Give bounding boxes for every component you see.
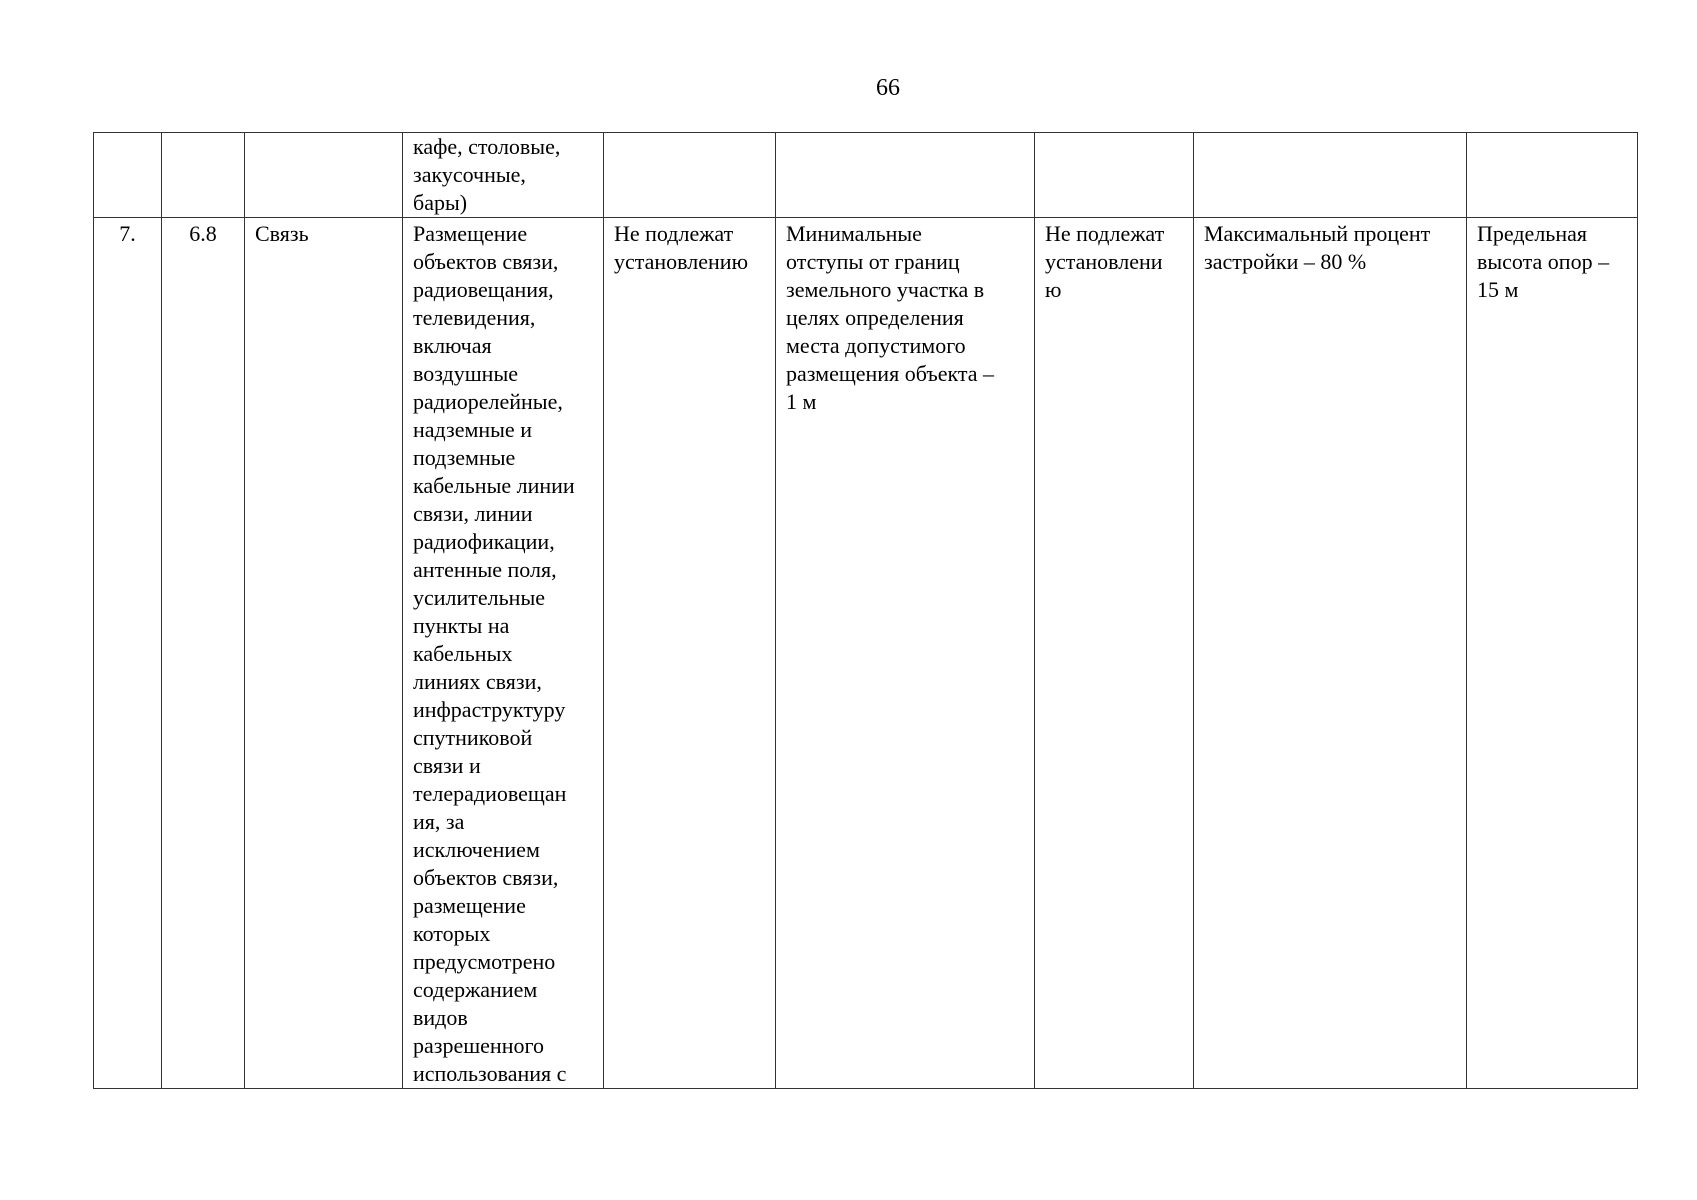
table-cell <box>94 133 162 218</box>
table-cell <box>1194 133 1467 218</box>
zoning-regulations-table <box>93 132 1638 1089</box>
table-cell <box>162 133 245 218</box>
table-cell <box>245 133 403 218</box>
table-row-continued <box>94 133 1638 218</box>
table-cell <box>1035 133 1194 218</box>
table-cell <box>776 133 1035 218</box>
table-cell <box>604 133 776 218</box>
plot-size-cell: Не подлежат установлению <box>604 218 776 1089</box>
use-code-cell: 6.8 <box>162 218 245 1089</box>
height-limit-cell: Предельная высота опор – 15 м <box>1467 218 1638 1089</box>
table-cell <box>1467 133 1638 218</box>
build-percent-cell: Максимальный процент застройки – 80 % <box>1194 218 1467 1089</box>
row-number-cell: 7. <box>94 218 162 1089</box>
setbacks-cell: Минимальные отступы от границ земельного участка в целях определения места допустимого размещения объекта – 1 м <box>776 218 1035 1089</box>
floors-cell: Не подлежат установлени ю <box>1035 218 1194 1089</box>
page-number: 66 <box>876 75 900 101</box>
use-description-cell: Размещение объектов связи, радиовещания, телевидения, включая воздушные радиорелейные, надземные и подземные кабельные линии связи, линии радиофикации, антенные поля, усилительные пункты на кабельных линиях связи, инфраструктуру спутниковой связи и телерадиовещан ия, за исключением объектов связи, размещение которых предусмотрено содержанием видов разрешенного использования с <box>403 218 604 1089</box>
use-name-cell: Связь <box>245 218 403 1089</box>
table-cell-description: кафе, столовые, закусочные, бары) <box>403 133 604 218</box>
table-row-7 <box>94 218 1638 1089</box>
